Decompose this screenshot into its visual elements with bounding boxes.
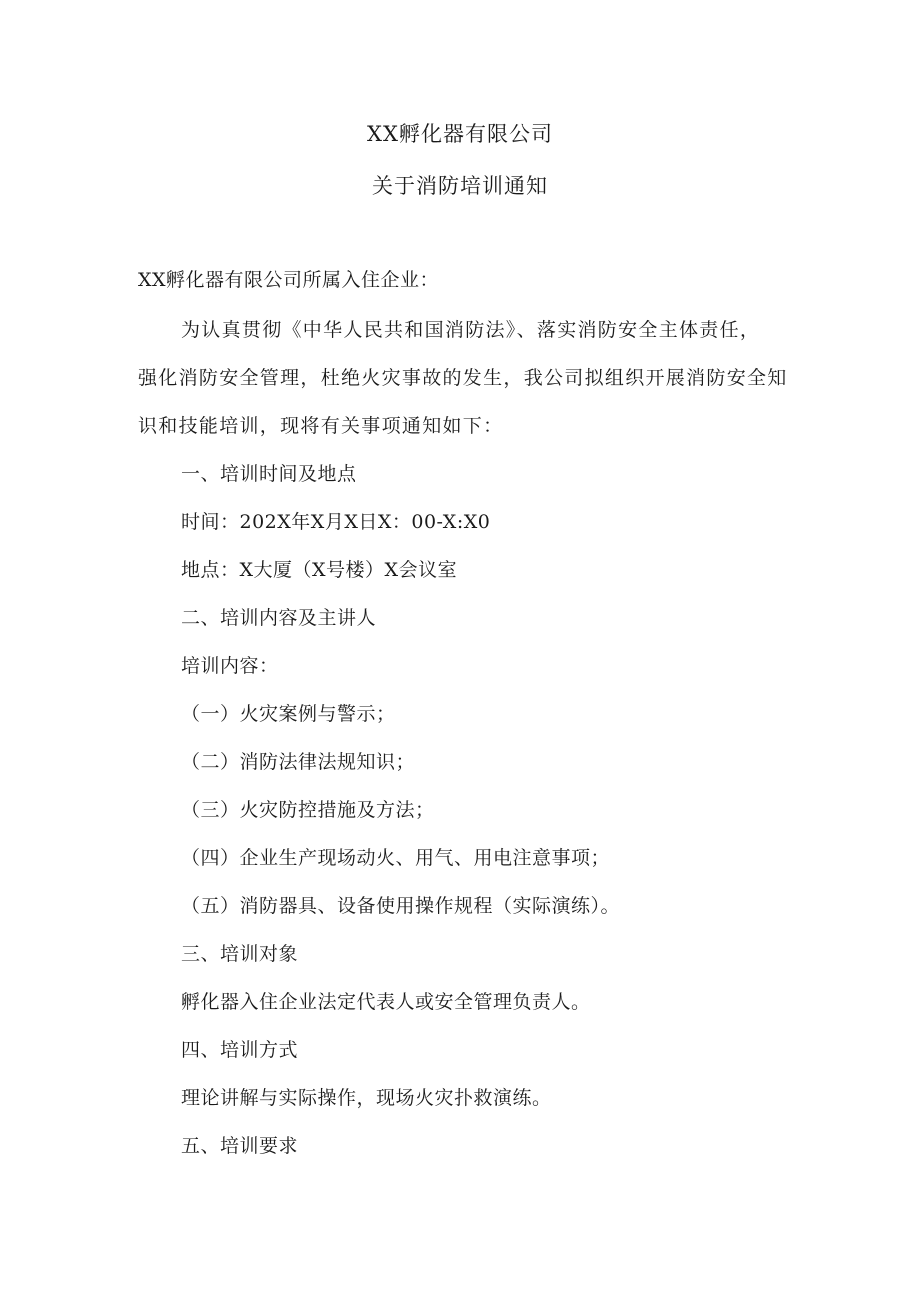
content-item-3: （三）火灾防控措施及方法； — [181, 799, 435, 821]
content-item-2: （二）消防法律法规知识； — [181, 751, 416, 773]
section2-heading: 二、培训内容及主讲人 — [181, 607, 377, 629]
content-item-1: （一）火灾案例与警示； — [181, 703, 396, 725]
section1-time: 时间：202X年X月X日X：00-X:X0 — [181, 511, 491, 533]
section1-place: 地点：X大厦（X号楼）X会议室 — [181, 559, 458, 581]
intro-line-3: 识和技能培训，现将有关事项通知如下： — [138, 415, 504, 437]
document-title-notice: 关于消防培训通知 — [372, 174, 548, 198]
section3-text: 孵化器入住企业法定代表人或安全管理负责人。 — [181, 991, 591, 1013]
content-item-4: （四）企业生产现场动火、用气、用电注意事项； — [181, 847, 611, 869]
section4-text: 理论讲解与实际操作，现场火灾扑救演练。 — [181, 1087, 552, 1109]
intro-line-2: 强化消防安全管理，杜绝火灾事故的发生，我公司拟组织开展消防安全知 — [138, 367, 788, 389]
intro-line-1: 为认真贯彻《中华人民共和国消防法》、落实消防安全主体责任， — [181, 319, 761, 341]
section4-heading: 四、培训方式 — [181, 1039, 299, 1061]
section5-heading: 五、培训要求 — [181, 1135, 299, 1157]
addressee: XX孵化器有限公司所属入住企业： — [138, 269, 440, 291]
section1-heading: 一、培训时间及地点 — [181, 463, 357, 485]
section3-heading: 三、培训对象 — [181, 943, 299, 965]
document-title-company: XX孵化器有限公司 — [367, 122, 553, 146]
content-item-5: （五）消防器具、设备使用操作规程（实际演练）。 — [181, 895, 621, 917]
section2-content-label: 培训内容： — [181, 655, 279, 677]
